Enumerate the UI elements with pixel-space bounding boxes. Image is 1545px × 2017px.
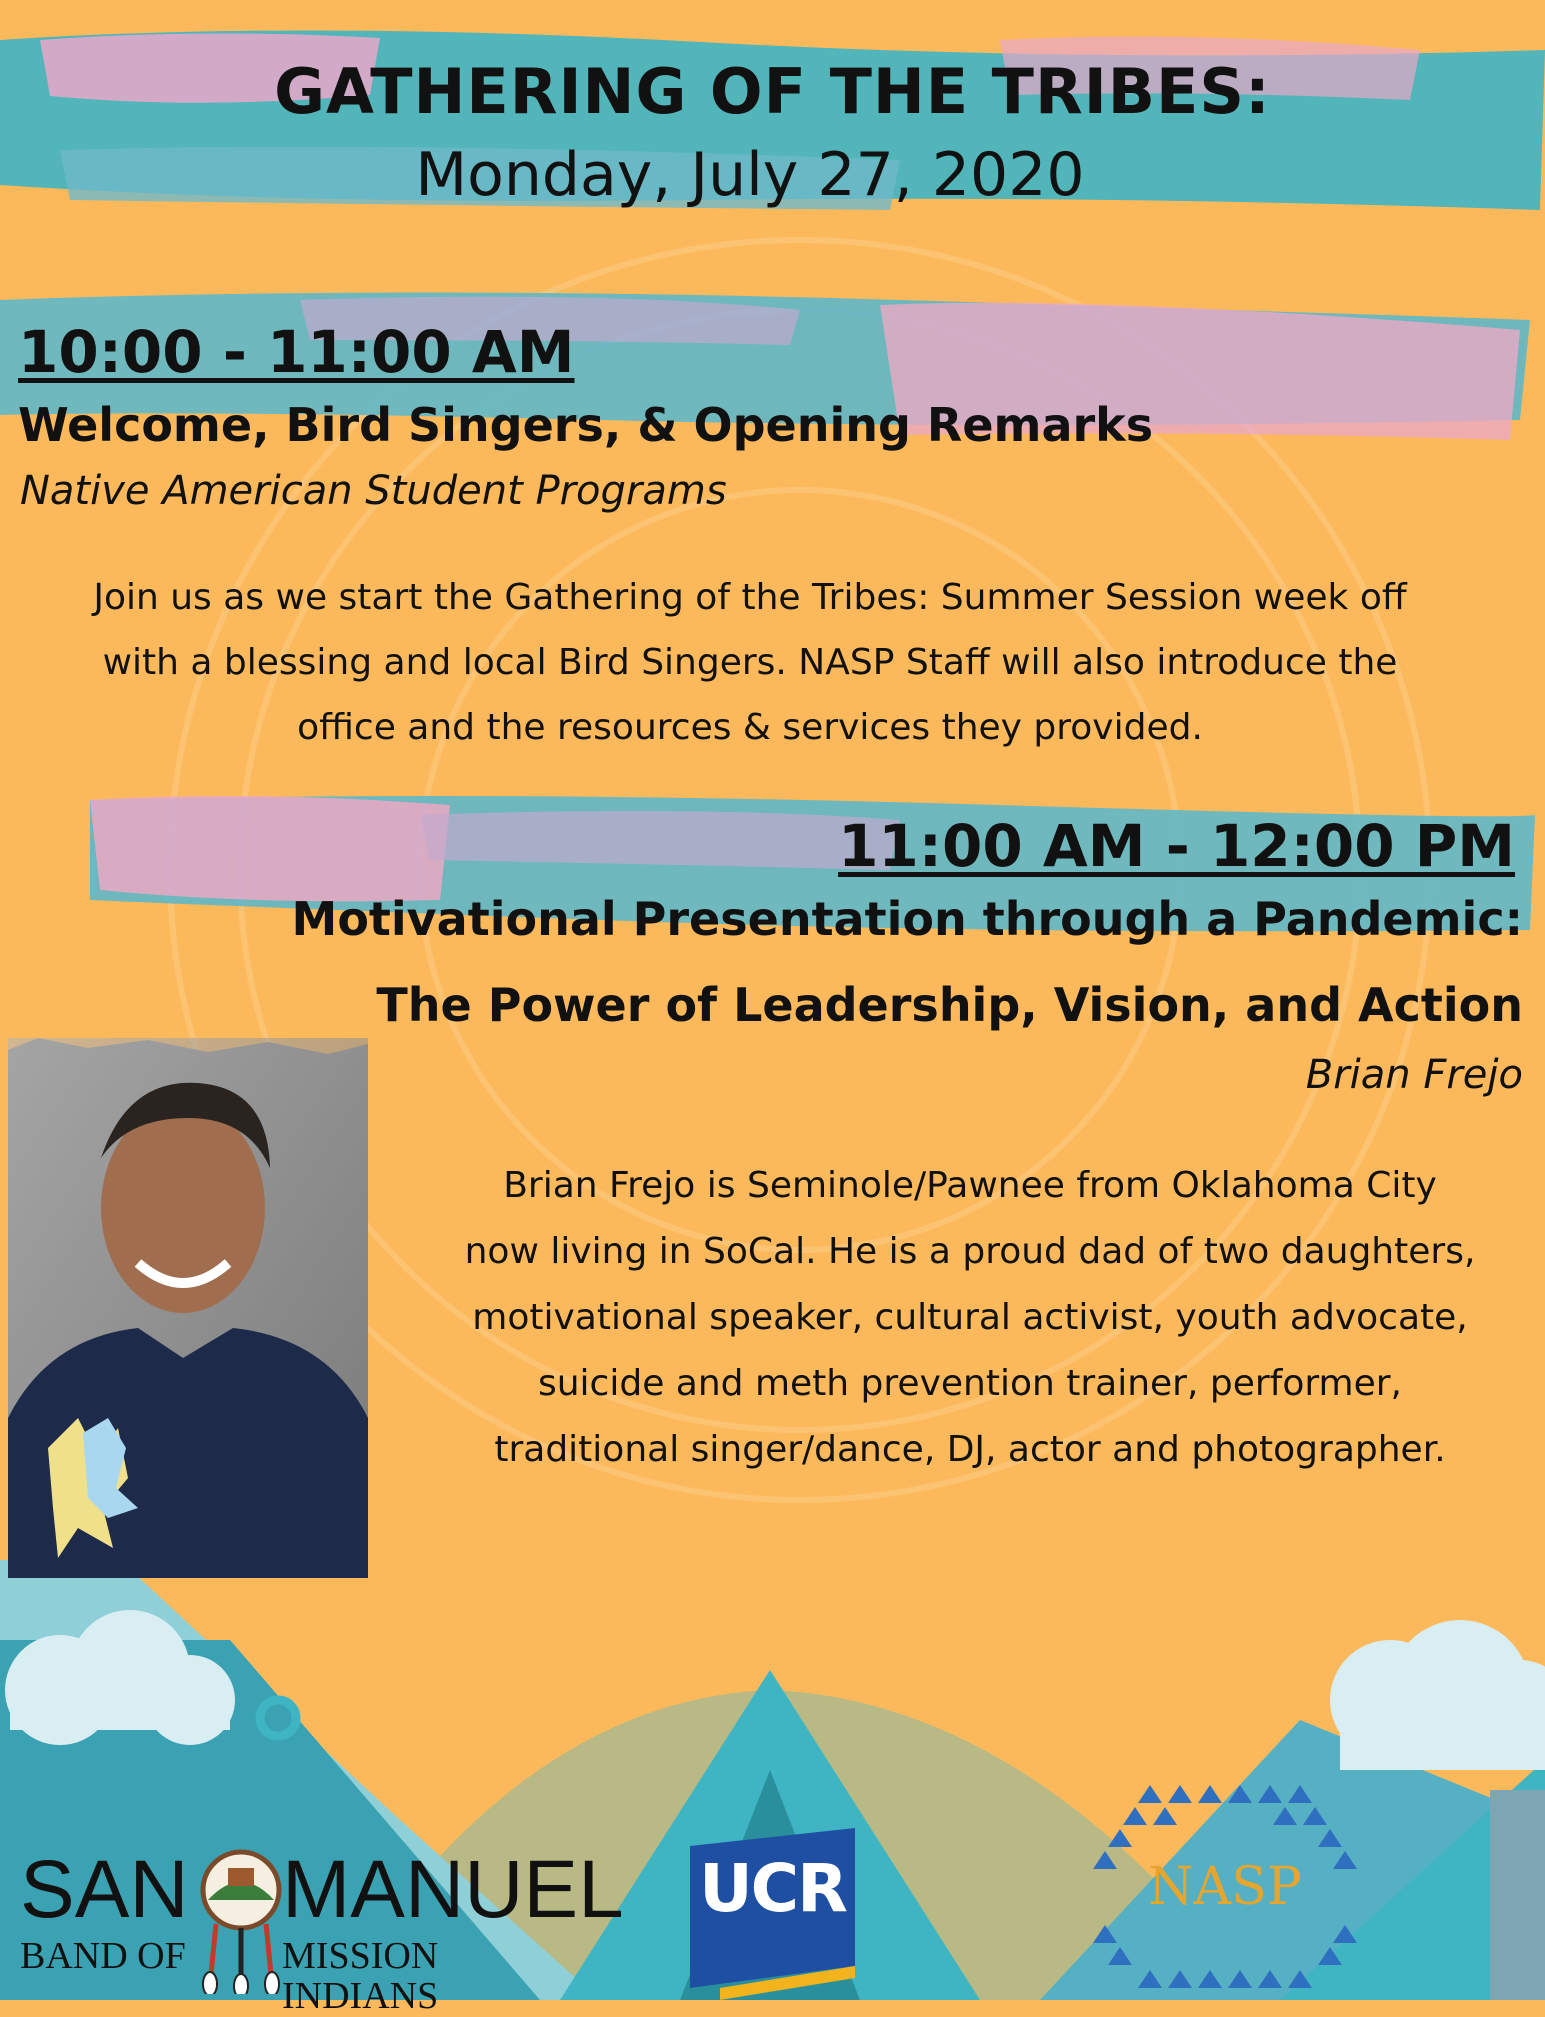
session1-time: 10:00 - 11:00 AM xyxy=(18,318,575,386)
nasp-logo xyxy=(1090,1785,1360,1990)
session1-title: Welcome, Bird Singers, & Opening Remarks xyxy=(18,398,1154,452)
session1-description xyxy=(30,565,1470,760)
session2-title-line1: Motivational Presentation through a Pandemic: xyxy=(291,892,1523,946)
ucr-wordmark: UCR xyxy=(699,1850,846,1927)
session2-time: 11:00 AM - 12:00 PM xyxy=(838,812,1515,880)
logo-text-mission-indians: MISSION INDIANS xyxy=(282,1935,439,2017)
bio-line: now living in SoCal. He is a proud dad of two daughters, xyxy=(464,1231,1476,1272)
logo-text-band-of: BAND OF xyxy=(20,1935,186,1977)
bio-line: Brian Frejo is Seminole/Pawnee from Oklahoma City xyxy=(503,1165,1437,1206)
bio-line: motivational speaker, cultural activist, youth advocate, xyxy=(472,1297,1468,1338)
logo-text-manuel: MANUEL xyxy=(282,1844,624,1935)
logo-text-san: SAN xyxy=(20,1844,189,1935)
bio-line: suicide and meth prevention trainer, performer, xyxy=(537,1363,1403,1404)
san-manuel-logo xyxy=(20,1844,624,2017)
nasp-wordmark: NASP xyxy=(1148,1857,1302,1917)
event-title: GATHERING OF THE TRIBES: xyxy=(274,55,1271,128)
description-line: with a blessing and local Bird Singers. NASP Staff will also introduce the xyxy=(102,642,1398,683)
description-line: Join us as we start the Gathering of the Tribes: Summer Session week off xyxy=(93,577,1407,618)
session1-host: Native American Student Programs xyxy=(20,468,727,514)
speaker-photo xyxy=(8,1038,368,1578)
dreamcatcher-icon xyxy=(198,1844,284,1994)
speaker-bio xyxy=(410,1153,1530,1483)
description-line: office and the resources & services they provided. xyxy=(297,707,1203,748)
bio-line: traditional singer/dance, DJ, actor and photographer. xyxy=(494,1429,1446,1470)
speaker-name: Brian Frejo xyxy=(1305,1052,1523,1098)
event-date: Monday, July 27, 2020 xyxy=(415,140,1085,210)
ucr-logo xyxy=(690,1828,855,2000)
session2-title-line2: The Power of Leadership, Vision, and Action xyxy=(376,978,1523,1032)
